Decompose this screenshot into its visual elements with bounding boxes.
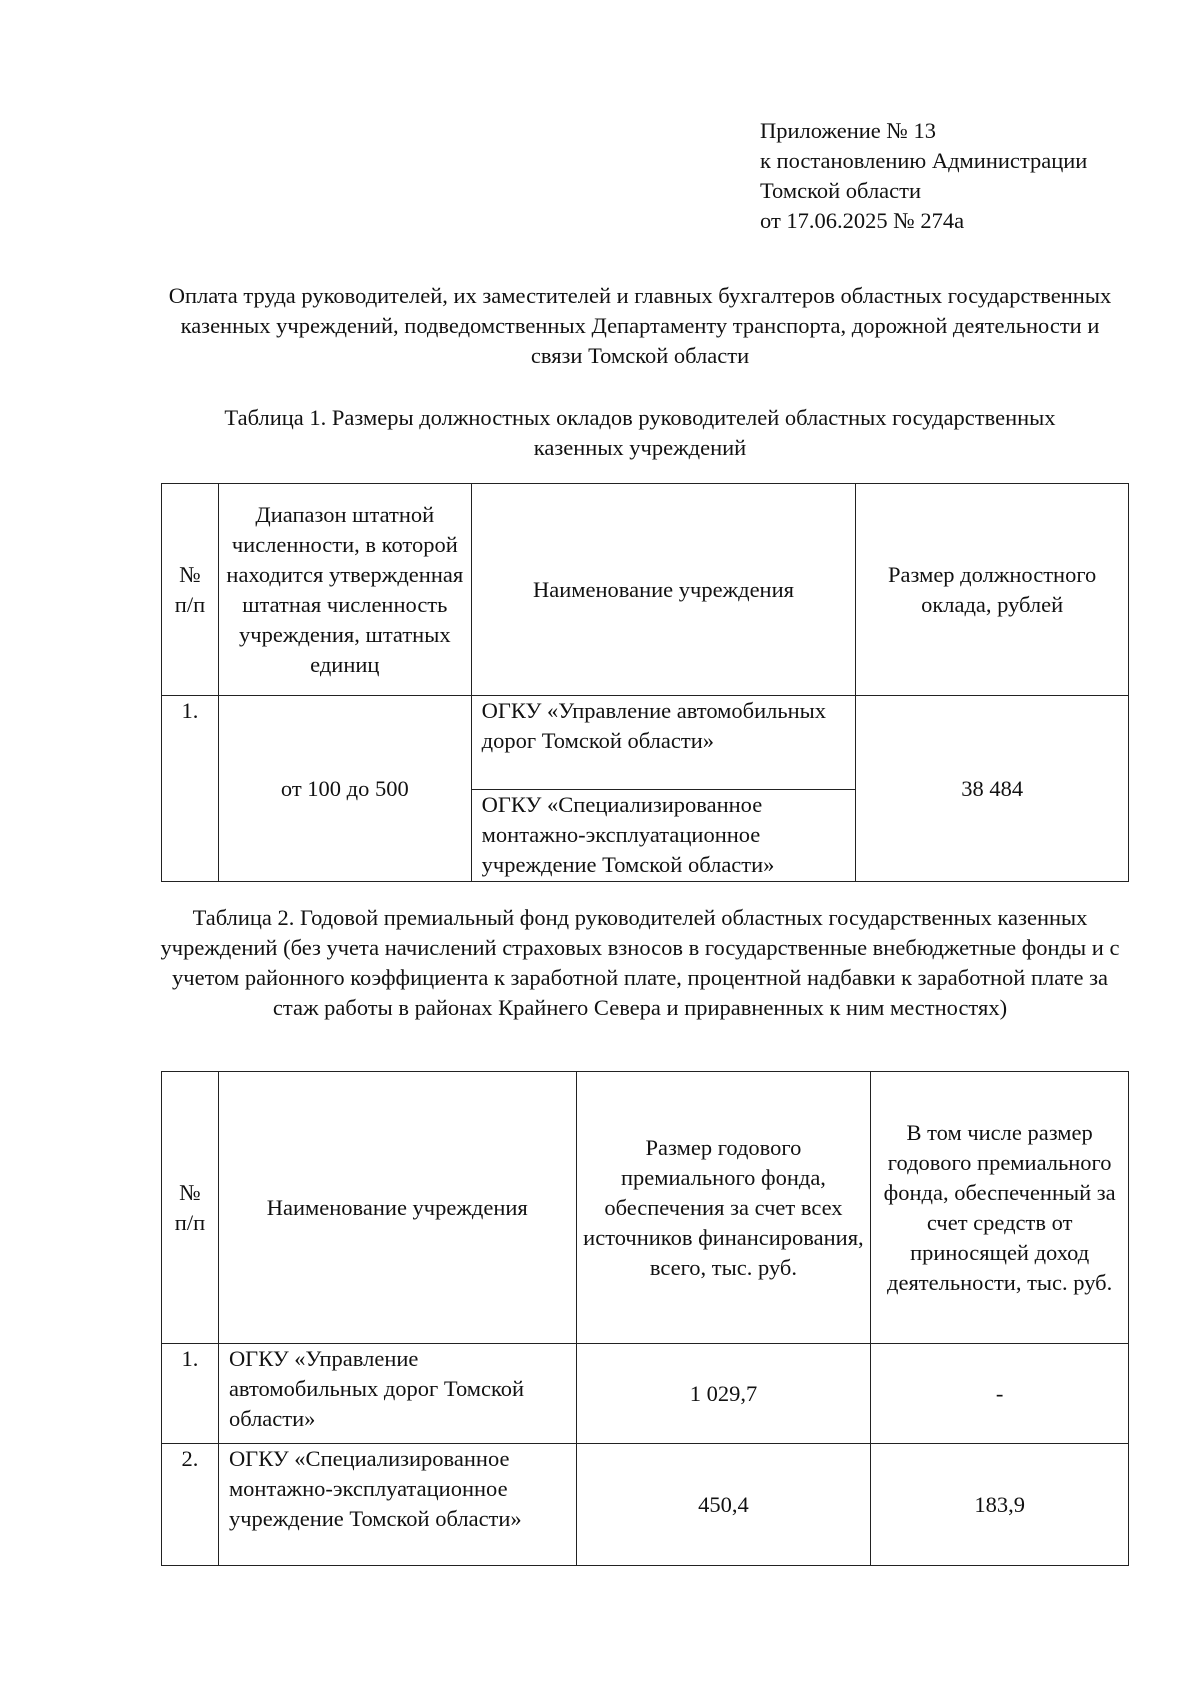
header-salary: Размер должностного оклада, рублей xyxy=(856,484,1129,696)
row-income: - xyxy=(871,1344,1129,1444)
header-num: № п/п xyxy=(162,484,219,696)
appendix-line: Томской области xyxy=(760,178,922,203)
header-num: № п/п xyxy=(162,1072,219,1344)
row-institution: ОГКУ «Специализированное монтажно-эксплуатационное учреждение Томской области» xyxy=(471,790,856,882)
header-range: Диапазон штатной численности, в которой находится утвержденная штатная численность учреждения, штатных единиц xyxy=(218,484,471,696)
appendix-block xyxy=(760,116,1160,236)
appendix-line: Приложение № 13 xyxy=(760,118,936,143)
table1-header-row xyxy=(162,484,1129,696)
row-num: 1. xyxy=(162,1344,219,1444)
document-title: Оплата труда руководителей, их заместителей и главных бухгалтеров областных государственных казенных учреждений, подведомственных Департаменту транспорта, дорожной деятельности и связи Томской области xyxy=(168,283,1112,368)
table2-caption: Таблица 2. Годовой премиальный фонд руководителей областных государственных казенных учреждений (без учета начислений страховых взносов в государственные внебюджетные фонды и с учетом районного коэффициента к заработной плате, процентной надбавки к заработной плате за стаж работы в районах Крайнего Севера и приравненных к ним местностях) xyxy=(160,905,1120,1020)
row-institution: ОГКУ «Специализированное монтажно-эксплуатационное учреждение Томской области» xyxy=(218,1444,576,1566)
row-num: 1. xyxy=(162,696,219,882)
table-row xyxy=(162,1444,1129,1566)
table-row xyxy=(162,1344,1129,1444)
table2-header-row xyxy=(162,1072,1129,1344)
header-total: Размер годового премиального фонда, обеспечения за счет всех источников финансирования, всего, тыс. руб. xyxy=(576,1072,871,1344)
table2-bonus-fund xyxy=(161,1071,1129,1566)
header-name: Наименование учреждения xyxy=(218,1072,576,1344)
table1-salaries xyxy=(161,483,1129,882)
table1-caption: Таблица 1. Размеры должностных окладов руководителей областных государственных казенных учреждений xyxy=(224,405,1056,460)
row-range: от 100 до 500 xyxy=(218,696,471,882)
table-row xyxy=(162,696,1129,790)
appendix-line: к постановлению Администрации xyxy=(760,148,1088,173)
row-total: 450,4 xyxy=(576,1444,871,1566)
appendix-line: от 17.06.2025 № 274а xyxy=(760,208,965,233)
header-name: Наименование учреждения xyxy=(471,484,856,696)
row-income: 183,9 xyxy=(871,1444,1129,1566)
row-institution: ОГКУ «Управление автомобильных дорог Томской области» xyxy=(218,1344,576,1444)
row-num: 2. xyxy=(162,1444,219,1566)
row-salary: 38 484 xyxy=(856,696,1129,882)
row-institution: ОГКУ «Управление автомобильных дорог Томской области» xyxy=(471,696,856,790)
row-total: 1 029,7 xyxy=(576,1344,871,1444)
header-income: В том числе размер годового премиального фонда, обеспеченный за счет средств от приносящей доход деятельности, тыс. руб. xyxy=(871,1072,1129,1344)
